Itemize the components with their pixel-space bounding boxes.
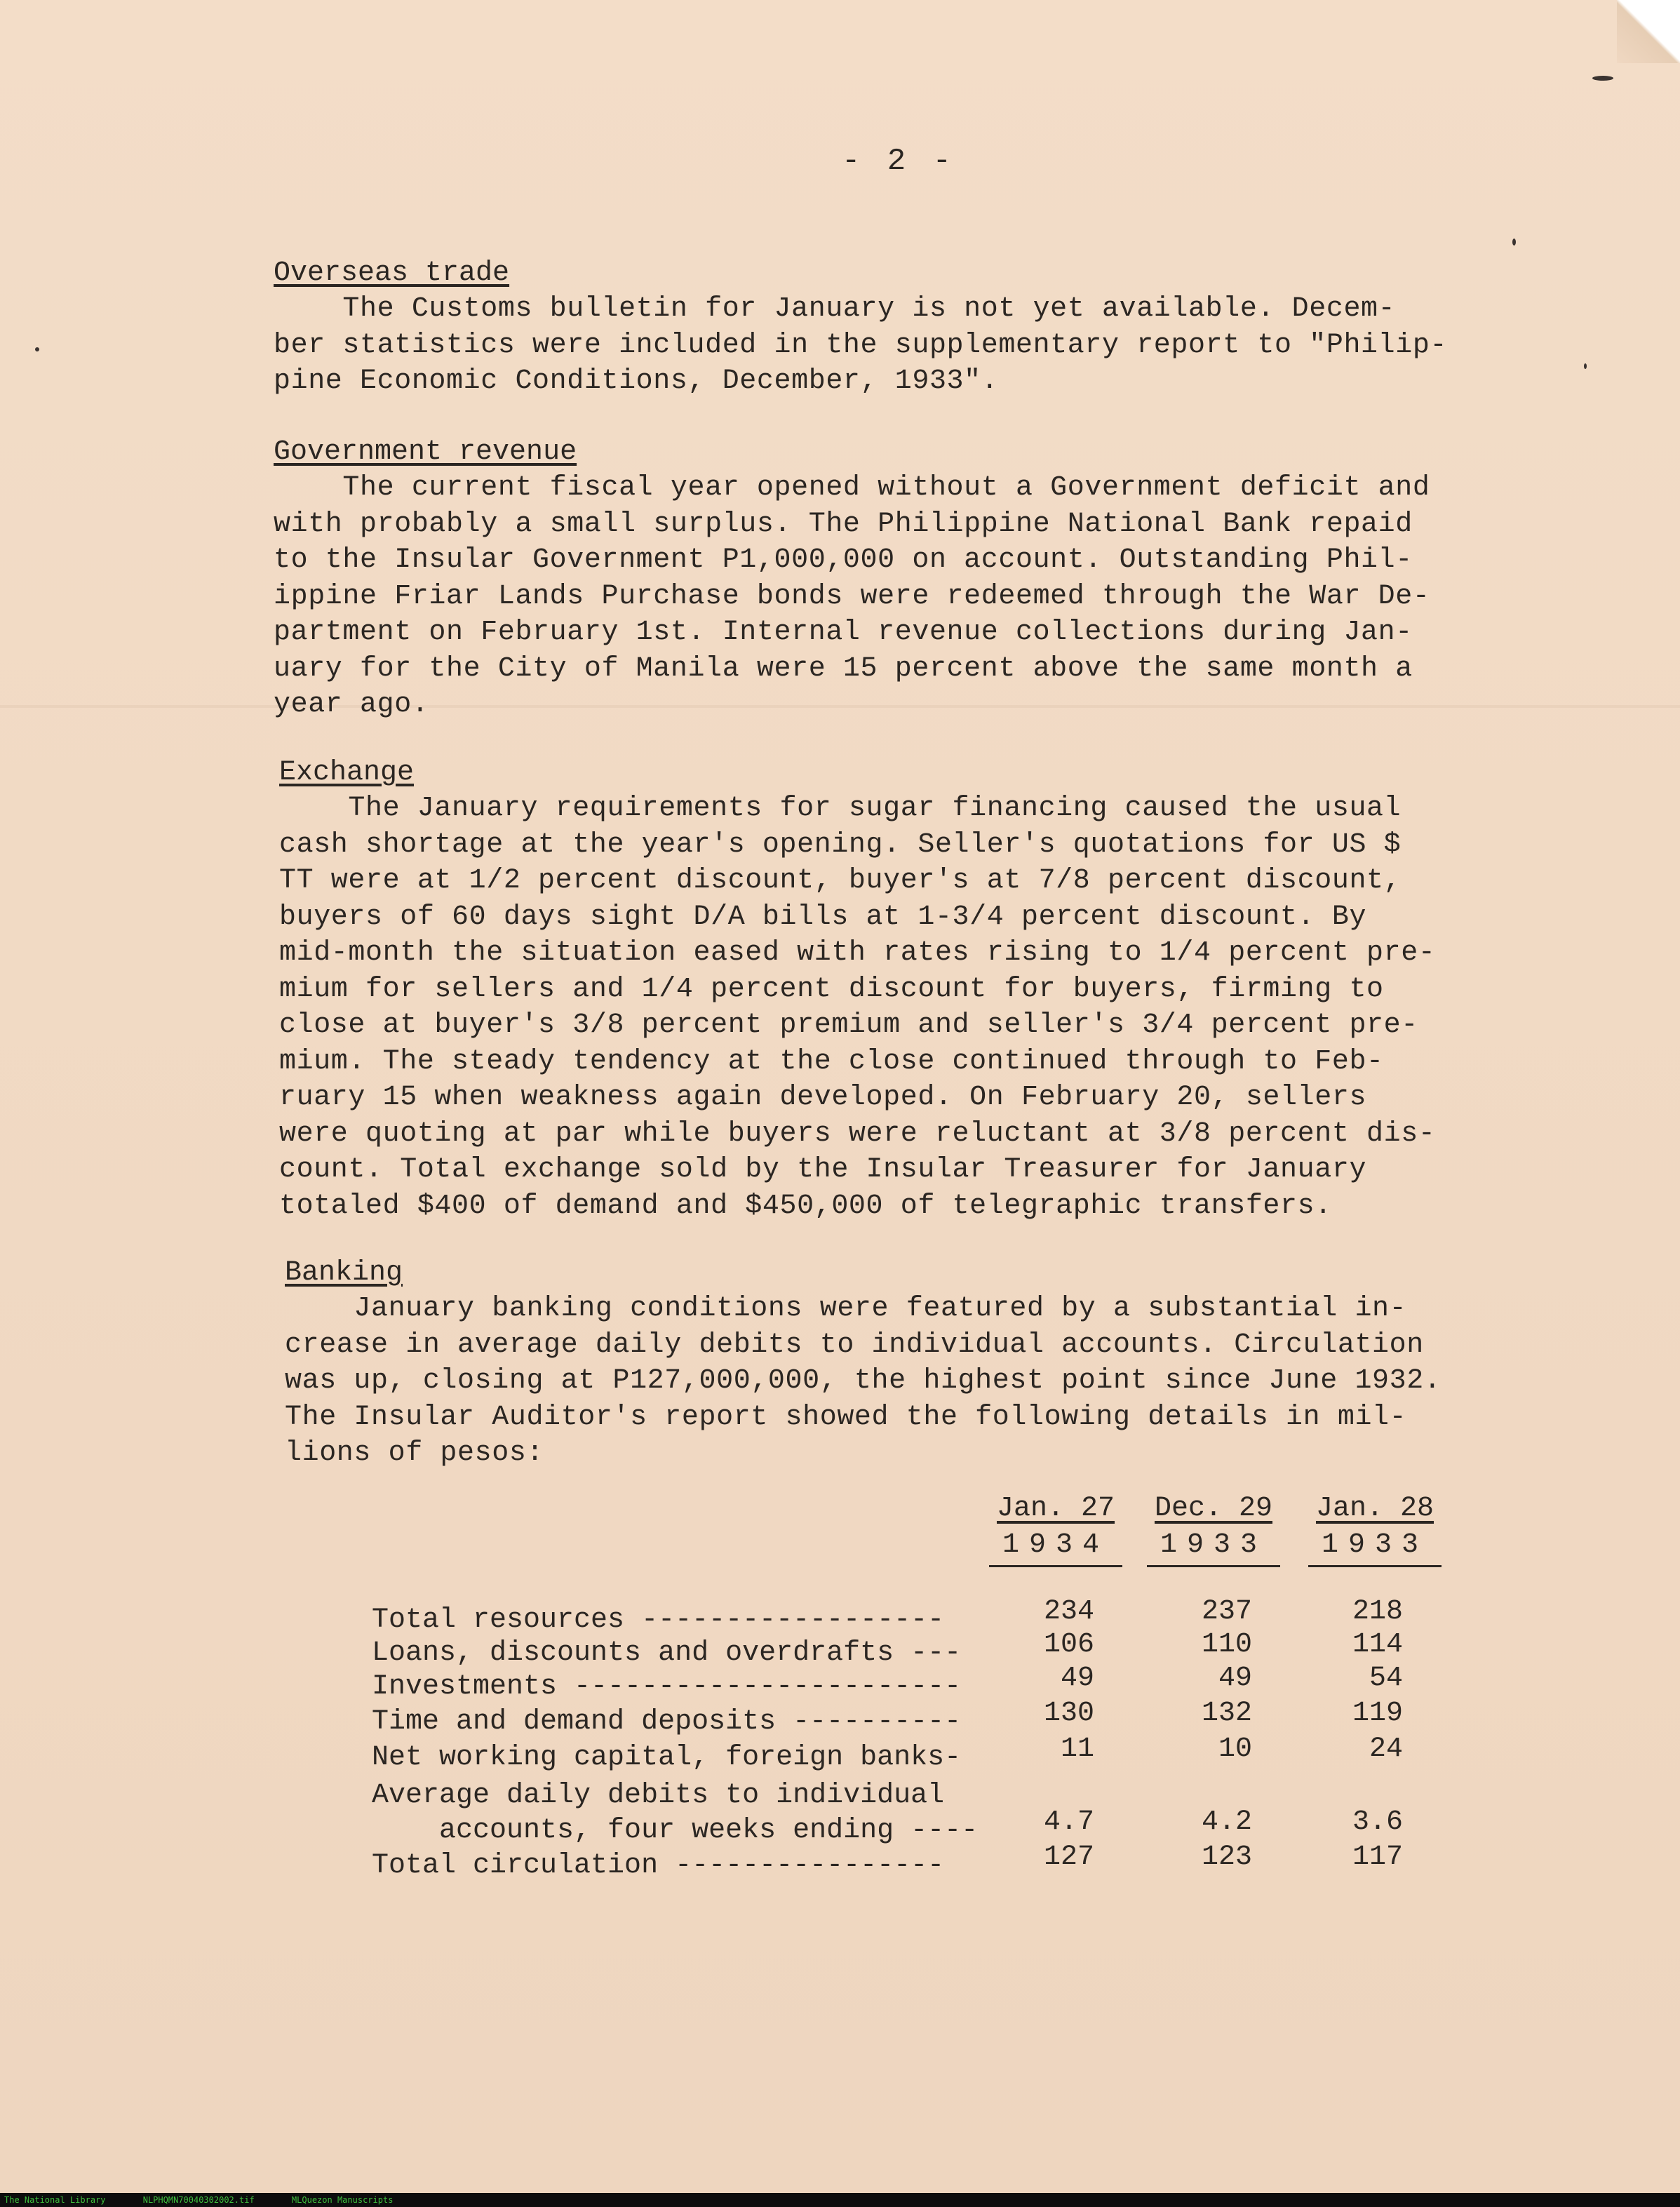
ink-speck (1584, 363, 1587, 369)
table-cell: 4.2 (1201, 1806, 1252, 1838)
text-line: ber statistics were included in the supplementary report to "Philip- (274, 329, 1448, 361)
column-year: 1933 (1147, 1527, 1280, 1567)
text-line: The current fiscal year opened without a Government deficit and (274, 472, 1430, 504)
text-line: crease in average daily debits to individual accounts. Circulation (285, 1329, 1424, 1361)
text-line: buyers of 60 days sight D/A bills at 1-3/4 percent discount. By (279, 901, 1367, 933)
corner-fold (1617, 0, 1680, 63)
text-line: mid-month the situation eased with rates rising to 1/4 percent pre- (279, 937, 1436, 969)
column-year: 1933 (1308, 1527, 1442, 1567)
text-line: ippine Friar Lands Purchase bonds were redeemed through the War De- (274, 580, 1430, 612)
text-line: mium. The steady tendency at the close continued through to Feb- (279, 1045, 1384, 1078)
table-cell: 123 (1201, 1842, 1252, 1873)
table-row-label: Loans, discounts and overdrafts --- (372, 1637, 962, 1669)
text-line: totaled $400 of demand and $450,000 of telegraphic transfers. (279, 1190, 1332, 1222)
column-date: Jan. 28 (1315, 1493, 1434, 1524)
column-header (1147, 1491, 1280, 1567)
table-cell: 54 (1369, 1663, 1403, 1694)
footer-collection: MLQuezon Manuscripts (291, 2195, 394, 2205)
footer-file: NLPHQMN70040302002.tif (142, 2195, 255, 2205)
footer-library: The National Library (4, 2195, 106, 2205)
table-cell: 106 (1043, 1629, 1094, 1661)
text-line: year ago. (274, 689, 429, 720)
table-cell: 49 (1060, 1663, 1094, 1694)
text-line: TT were at 1/2 percent discount, buyer's at 7/8 percent discount, (279, 865, 1402, 897)
scan-footer (0, 2193, 1680, 2207)
table-cell: 218 (1352, 1596, 1403, 1628)
text-line: were quoting at par while buyers were reluctant at 3/8 percent dis- (279, 1118, 1436, 1150)
section-heading: Exchange (279, 757, 415, 789)
table-cell: 237 (1201, 1596, 1252, 1628)
text-line: count. Total exchange sold by the Insular Treasurer for January (279, 1154, 1367, 1186)
table-cell: 119 (1352, 1698, 1403, 1729)
table-cell: 11 (1060, 1733, 1094, 1765)
page-number: - 2 - (842, 144, 956, 179)
text-line: The January requirements for sugar financing caused the usual (279, 793, 1402, 824)
section-body (279, 791, 1486, 1224)
text-line: lions of pesos: (285, 1437, 544, 1469)
table-row-label: Total circulation ---------------- (372, 1850, 945, 1881)
text-line: ruary 15 when weakness again developed. On February 20, sellers (279, 1082, 1367, 1113)
text-line: The Insular Auditor's report showed the following details in mil- (285, 1401, 1407, 1433)
column-header (1308, 1491, 1442, 1567)
column-date: Jan. 27 (996, 1493, 1115, 1524)
section-body (274, 470, 1480, 723)
text-line: close at buyer's 3/8 percent premium and seller's 3/4 percent pre- (279, 1009, 1418, 1041)
table-row-label: Net working capital, foreign banks- (372, 1742, 962, 1773)
section-body (274, 291, 1480, 400)
table-row-label: Investments ----------------------- (372, 1671, 962, 1703)
column-header (989, 1491, 1122, 1567)
table-cell: 24 (1369, 1733, 1403, 1765)
table-cell: 127 (1043, 1842, 1094, 1873)
table-cell: 4.7 (1043, 1806, 1094, 1838)
section-heading: Government revenue (274, 436, 577, 468)
text-line: to the Insular Government P1,000,000 on account. Outstanding Phil- (274, 544, 1413, 576)
table-cell: 49 (1218, 1663, 1252, 1694)
table-row-label: accounts, four weeks ending ---- (372, 1815, 979, 1846)
table-cell: 130 (1043, 1698, 1094, 1729)
text-line: The Customs bulletin for January is not yet available. Decem- (274, 293, 1396, 325)
table-cell: 114 (1352, 1629, 1403, 1661)
table-cell: 117 (1352, 1842, 1403, 1873)
section-heading: Overseas trade (274, 257, 510, 289)
column-year: 1934 (989, 1527, 1122, 1567)
text-line: pine Economic Conditions, December, 1933". (274, 365, 999, 397)
text-line: with probably a small surplus. The Philippine National Bank repaid (274, 508, 1413, 540)
table-cell: 3.6 (1352, 1806, 1403, 1838)
table-row-label: Total resources ------------------ (372, 1604, 945, 1636)
text-line: mium for sellers and 1/4 percent discount for buyers, firming to (279, 973, 1384, 1005)
section-heading: Banking (285, 1257, 403, 1289)
table-cell: 110 (1201, 1629, 1252, 1661)
table-cell: 132 (1201, 1698, 1252, 1729)
section-body (285, 1291, 1491, 1472)
section-banking (285, 1256, 1491, 1472)
text-line: January banking conditions were featured by a substantial in- (285, 1293, 1407, 1324)
text-line: was up, closing at P127,000,000, the highest point since June 1932. (285, 1365, 1442, 1397)
ink-speck (35, 347, 39, 351)
section-government-revenue (274, 435, 1480, 723)
ink-speck (1512, 239, 1516, 246)
section-exchange (279, 756, 1486, 1224)
text-line: partment on February 1st. Internal revenue collections during Jan- (274, 617, 1413, 648)
column-date: Dec. 29 (1154, 1493, 1273, 1524)
table-cell: 234 (1043, 1596, 1094, 1628)
table-row-label: Average daily debits to individual (372, 1780, 945, 1811)
text-line: uary for the City of Manila were 15 percent above the same month a (274, 652, 1413, 685)
ink-speck (1592, 76, 1613, 81)
section-overseas-trade (274, 256, 1480, 400)
table-cell: 10 (1218, 1733, 1252, 1765)
table-row-label: Time and demand deposits ---------- (372, 1706, 962, 1738)
text-line: cash shortage at the year's opening. Seller's quotations for US $ (279, 829, 1402, 861)
